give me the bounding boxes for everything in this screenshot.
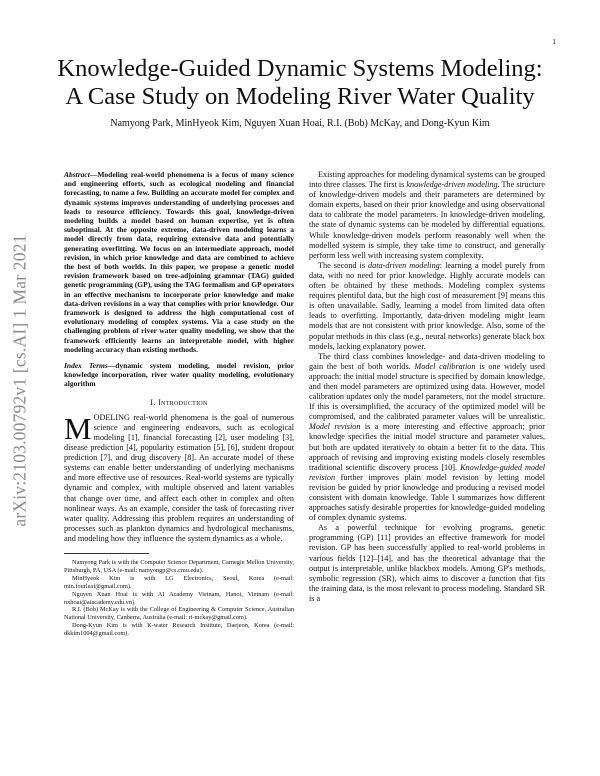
- index-terms-label: Index Terms: [64, 361, 108, 371]
- emphasis-term: Model calibration: [414, 361, 476, 371]
- text-run: Existing approaches for modeling dynamical systems can be grouped into three classes. The first is: [309, 170, 545, 190]
- lead-word: ODELING: [93, 412, 130, 422]
- footnote: Dong-Kyun Kim is with K-water Research Institute, Daejeon, Korea (e-mail: dkkim1004@gmail.com).: [64, 622, 294, 638]
- abstract-text: —Modeling real-world phenomena is a focus of many science and engineering efforts, such as ecological modeling and financial forecasting, to name a few. Building an accurate model for complex and dynamic systems improves understanding of underlying processes and leads to resource efficiency. Towards this goal, knowledge-driven modeling builds a model based on human expertise, yet is often suboptimal. At the opposite extreme, data-driven modeling learns a model directly from data, requiring extensive data and potentially generating overfitting. We focus on an intermediate approach, model revision, in which prior knowledge and data are combined to achieve the best of both worlds. In this paper, we propose a genetic model revision framework based on tree-adjoining grammar (TAG) guided genetic programming (GP), using the TAG formalism and GP operators in an effective mechanism to incorporate prior knowledge and make data-driven revisions in a way that complies with prior knowledge. Our framework is designed to address the high computational cost of evolutionary modeling of complex systems. Via a case study on the challenging problem of river water quality modeling, we show that the framework efficiently learns an interpretable model, with higher modeling accuracy than existing methods.: [64, 170, 294, 354]
- emphasis-term: data-driven modeling: [368, 260, 440, 270]
- paper-title: [40, 55, 560, 111]
- body-paragraph: As a powerful technique for evolving programs, genetic programming (GP) [11] provides an effective framework for model revision. GP has been successfully applied to real-world problems in various fields [12]–[14], and has the theoretical advantage that the output is interpretable, unlike blackbox models. Among GP's methods, symbolic regression (SR), which aims to discover a function that fits the training data, is the most relevant to process modeling. Standard SR is a: [309, 523, 545, 603]
- text-run: is a more interesting and effective approach; prior knowledge specifies the initial model structure and parameter values, but both are updated iteratively to obtain a better fit to the data. This approach of revising and improving existing models closely resembles traditional scientific discovery process [10].: [309, 422, 545, 472]
- arxiv-identifier: arXiv:2103.00792v1 [cs.AI] 1 Mar 2021: [9, 233, 30, 527]
- footnote: R.I. (Bob) McKay is with the College of Engineering & Computer Science, Australian National University, Canberra, Australia (e-mail: ri-mckay@gmail.com).: [64, 606, 294, 622]
- emphasis-term: Model revision: [309, 422, 361, 432]
- footnotes: [64, 559, 294, 638]
- body-paragraph: [309, 261, 545, 352]
- footnote: Nguyen Xuan Hoai is with AI Academy Vietnam, Hanoi, Vietnam (e-mail: nxhoai@aiacademy.edu.vn).: [64, 590, 294, 606]
- section-title: Introduction: [158, 397, 208, 407]
- text-run: further improves plain model revision by letting model revision be guided by prior knowledge and producing a revised model consistent with domain knowledge. Table I summarizes how different approaches satisfy desirable properties for knowledge-guided modeling of complex dynamic systems.: [309, 472, 545, 523]
- text-run: . The structure of knowledge-driven models and their parameters are determined by domain experts, based on their prior knowledge and using observational data to calibrate the model parameters. In knowledge-driven modeling, the state of dynamic systems can be modeled by differential equations. While knowledge-driven models perform reasonably well when the modelled system is simple, they take time to construct, and generally perform less well with increasing system complexity.: [309, 180, 546, 260]
- intro-paragraph: [64, 410, 294, 544]
- footnote: Namyong Park is with the Computer Science Department, Carnegie Mellon University, Pittsburgh, PA, USA (e-mail: namyongp@cs.cmu.edu).: [64, 558, 294, 574]
- left-column: [64, 170, 294, 638]
- arxiv-stamp: [0, 200, 40, 560]
- body-paragraph: [309, 170, 545, 261]
- text-run: The third class combines knowledge- and data-driven modeling to gain the best of both worlds.: [309, 351, 545, 371]
- section-numeral: I.: [150, 397, 156, 407]
- title-line-1: Knowledge-Guided Dynamic Systems Modeling:: [57, 55, 543, 82]
- page-number: 1: [552, 37, 556, 46]
- text-run: The second is: [318, 260, 369, 270]
- abstract: [64, 170, 294, 354]
- intro-text: real-world phenomena is the goal of numerous science and engineering endeavors, such as ecological modeling [1], financial forecasting [2], user modeling [3], disease prediction [4], popularity estimation [5], [6], student dropout prediction [7], and drug discovery [8]. An accurate model of these systems can enable better understanding of underlying mechanisms and more effective use of resources. Real-world systems are typically dynamic and complex, with multiple observed and latent variables that change over time, and affect each other in complex and often nonlinear ways. As an example, consider the task of forecasting river water quality. Addressing this problem requires an understanding of processes such as plankton dynamics and hydrological mechanisms, and modeling how they influence the system dynamics as a whole.: [64, 412, 294, 543]
- title-line-2: A Case Study on Modeling River Water Quality: [65, 83, 535, 110]
- index-terms: [64, 361, 294, 389]
- body-paragraph: [309, 352, 545, 524]
- emphasis-term: Knowledge-guided model revision: [309, 462, 546, 482]
- text-run: is one widely used approach: the initial model structure is specified by domain knowledge, and then model parameters are optimized using data. However, model calibration updates only the model parameters, not the model structure. If this is oversimplified, the accuracy of the optimized model will be compromised, and the calibrated parameter values will be unrealistic.: [309, 361, 545, 422]
- abstract-label: Abstract: [64, 170, 90, 179]
- footnote: MinHyeok Kim is with LG Electronics, Seoul, Korea (e-mail: min.fourleaf@gmail.com).: [64, 574, 294, 590]
- index-terms-text: —dynamic system modeling, model revision, prior knowledge incorporation, river water quality modeling, evolutionary algorithm: [64, 361, 295, 389]
- author-list: Namyong Park, MinHyeok Kim, Nguyen Xuan Hoai, R.I. (Bob) McKay, and Dong-Kyun Kim: [110, 118, 490, 129]
- footnote-divider: [64, 553, 149, 554]
- right-column: [309, 170, 545, 604]
- text-run: : learning a model purely from data, with no need for prior knowledge. Highly accurate models can often be obtained by these methods. Modeling complex systems requires plentiful data, but the high cost of measurement [9] means this is often unavailable. Sadly, learning a model from limited data often leads to overfitting. Importantly, data-driven modeling might learn models that are not consistent with prior knowledge. Also, some of the popular methods in this class (e.g., neural networks) generate black box models, lacking explanatory power.: [309, 260, 545, 351]
- section-heading-introduction: [64, 398, 294, 408]
- emphasis-term: knowledge-driven modeling: [406, 180, 498, 190]
- drop-cap: M: [64, 410, 92, 446]
